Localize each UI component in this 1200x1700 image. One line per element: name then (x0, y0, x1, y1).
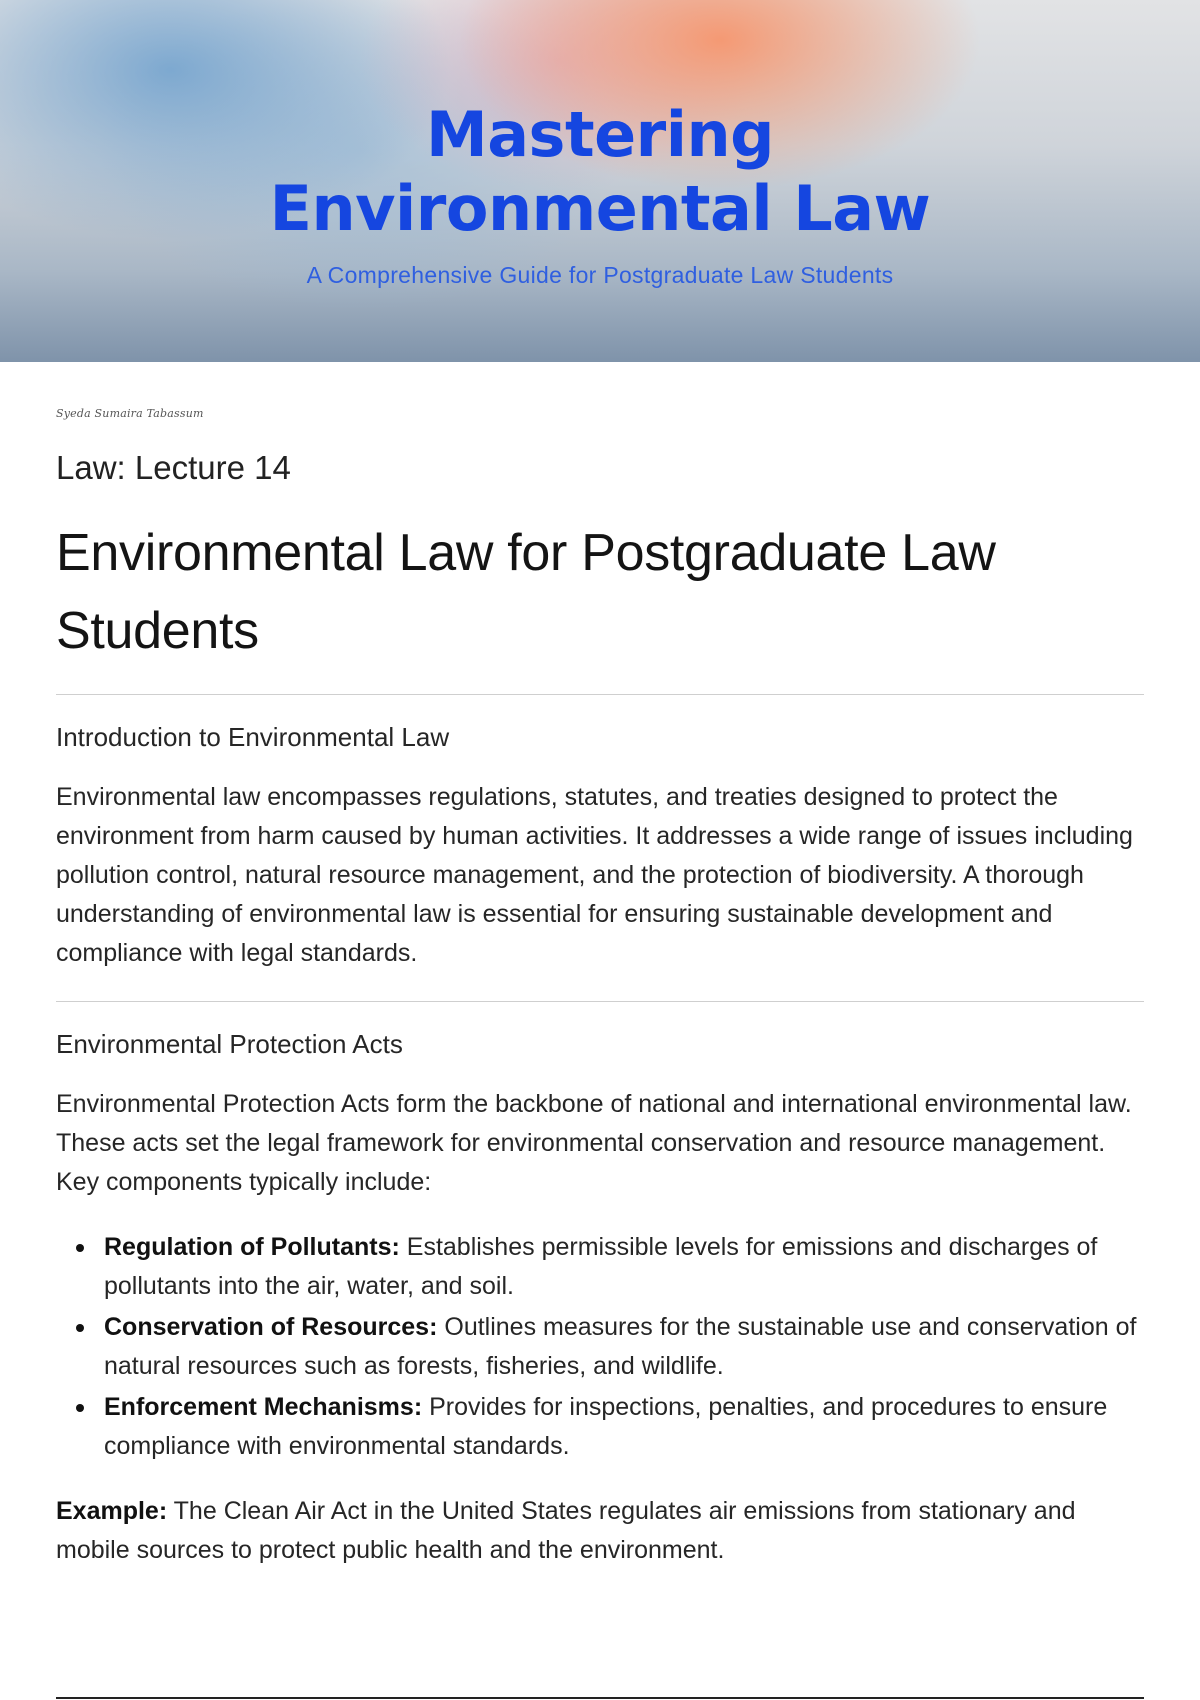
bullet-icon (76, 1324, 84, 1332)
section-paragraph: Environmental law encompasses regulations, statutes, and treaties designed to protect the environment from harm caused by human activities. It addresses a wide range of issues including pollution control, natural resource management, and the protection of biodiversity. A thorough understanding of environmental law is essential for ensuring sustainable development and compliance with legal standards. (56, 783, 1133, 967)
list-item-term: Regulation of Pollutants: (104, 1233, 400, 1261)
example-text: The Clean Air Act in the United States regulates air emissions from stationary and mobile sources to protect public health and the environment. (56, 1497, 1076, 1564)
section-divider (56, 694, 1144, 695)
hero-title (0, 98, 1200, 246)
list-item (56, 1228, 1144, 1305)
section-introduction (56, 721, 1144, 973)
hero-subtitle: A Comprehensive Guide for Postgraduate Law Students (306, 262, 894, 288)
list-item-text: Provides for inspections, penalties, and procedures to ensure compliance with environmental standards. (104, 1393, 1108, 1460)
page-title: Environmental Law for Postgraduate Law Students (56, 524, 996, 660)
list-item-term: Conservation of Resources: (104, 1313, 438, 1341)
page-bottom-rule (56, 1697, 1144, 1699)
bullet-icon (76, 1244, 84, 1252)
list-item-term: Enforcement Mechanisms: (104, 1393, 423, 1421)
key-components-list (56, 1228, 1144, 1465)
section-paragraph: Environmental Protection Acts form the backbone of national and international environmental law. These acts set the legal framework for environmental conservation and resource management. Key components typically include: (56, 1090, 1132, 1196)
section-heading: Environmental Protection Acts (56, 1029, 403, 1059)
list-item (56, 1308, 1144, 1385)
hero-title-line1: Mastering (426, 98, 774, 171)
hero-title-line2: Environmental Law (269, 172, 931, 245)
hero-banner (0, 0, 1200, 362)
section-heading: Introduction to Environmental Law (56, 722, 450, 752)
section-divider (56, 1001, 1144, 1002)
section-protection-acts (56, 1028, 1144, 1569)
example-paragraph (56, 1492, 1144, 1569)
list-item-text: Establishes permissible levels for emissions and discharges of pollutants into the air, water, and soil. (104, 1233, 1098, 1300)
list-item (56, 1388, 1144, 1465)
document-body (56, 400, 1144, 1569)
lecture-label: Law: Lecture 14 (56, 449, 291, 486)
bullet-icon (76, 1404, 84, 1412)
author-signature: Syeda Sumaira Tabassum (56, 407, 204, 420)
list-item-text: Outlines measures for the sustainable use and conservation of natural resources such as forests, fisheries, and wildlife. (104, 1313, 1137, 1380)
example-label: Example: (56, 1497, 168, 1525)
